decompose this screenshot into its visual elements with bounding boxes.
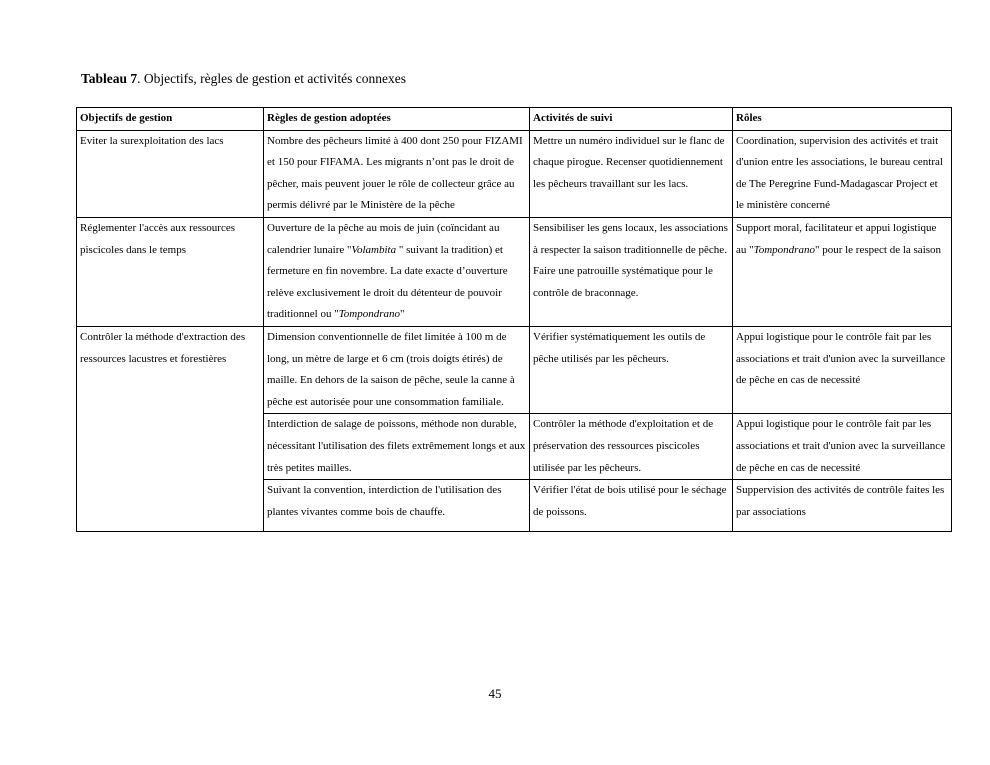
role-text-part: " pour le respect de la saison: [814, 243, 942, 256]
cell-rule: Suivant la convention, interdiction de l'utilisation des plantes vivantes comme bois de chauffe.: [264, 480, 530, 532]
rule-text-part: " suivant la tradition) et fermeture en fin novembre. La date exacte d’ouverture relève exclusivement le droit du détenteur de pouvoir traditionnel ou ": [267, 243, 508, 321]
cell-objective: Contrôler la méthode d'extraction des ressources lacustres et forestières: [77, 326, 264, 531]
header-activites: Activités de suivi: [530, 108, 733, 131]
rule-italic-term: Volambita: [351, 243, 397, 256]
rule-text-part: ": [400, 308, 405, 321]
cell-activity: Sensibiliser les gens locaux, les associations à respecter la saison traditionnelle de pêche. Faire une patrouille systématique pour le contrôle de braconnage.: [530, 217, 733, 326]
cell-role: Coordination, supervision des activités et trait d'union entre les associations, le bureau central de The Peregrine Fund-Madagascar Project et le ministère concerné: [733, 130, 952, 217]
page-number: 45: [488, 686, 502, 701]
cell-objective: Réglementer l'accès aux ressources piscicoles dans le temps: [77, 217, 264, 326]
table-header-row: [77, 108, 952, 131]
cell-role: Appui logistique pour le contrôle fait par les associations et trait d'union avec la surveillance de pêche en cas de necessité: [733, 414, 952, 480]
rule-italic-term: Tompondrano: [338, 308, 401, 321]
cell-objective: Eviter la surexploitation des lacs: [77, 130, 264, 217]
cell-activity: Vérifier systématiquement les outils de pêche utilisés par les pêcheurs.: [530, 326, 733, 413]
cell-activity: Contrôler la méthode d'exploitation et de préservation des ressources piscicoles utilisée par les pêcheurs.: [530, 414, 733, 480]
cell-rule: Nombre des pêcheurs limité à 400 dont 250 pour FIZAMI et 150 pour FIFAMA. Les migrants n’ont pas le droit de pêcher, mais peuvent jouer le rôle de collecteur grâce au permis délivré par le Ministère de la pêche: [264, 130, 530, 217]
rule-text-part: Ouverture de la pêche au mois de juin (coïncidant au calendrier lunaire ": [267, 221, 500, 256]
header-regles: Règles de gestion adoptées: [264, 108, 530, 131]
cell-rule: Interdiction de salage de poissons, méthode non durable, nécessitant l'utilisation des filets extrêmement longs et aux très petites mailles.: [264, 414, 530, 480]
header-objectifs: Objectifs de gestion: [77, 108, 264, 131]
table-row: [77, 217, 952, 326]
role-text-part: Support moral, facilitateur et appui logistique au ": [736, 221, 937, 256]
role-italic-term: Tompondrano: [753, 243, 815, 256]
table-caption-text: . Objectifs, règles de gestion et activités connexes: [137, 71, 406, 86]
table-row: [77, 130, 952, 217]
table-row: [77, 326, 952, 413]
cell-rule: [264, 217, 530, 326]
cell-role: Appui logistique pour le contrôle fait par les associations et trait d'union avec la surveillance de pêche en cas de necessité: [733, 326, 952, 413]
table-caption-label: Tableau 7: [81, 71, 138, 86]
management-table: [76, 107, 952, 532]
table-caption: [81, 71, 406, 87]
cell-role: [733, 217, 952, 326]
cell-activity: Mettre un numéro individuel sur le flanc de chaque pirogue. Recenser quotidiennement les pêcheurs travaillant sur les lacs.: [530, 130, 733, 217]
cell-activity: Vérifier l'état de bois utilisé pour le séchage de poissons.: [530, 480, 733, 532]
cell-rule: Dimension conventionnelle de filet limitée à 100 m de long, un mètre de large et 6 cm (trois doigts étirés) de maille. En dehors de la saison de pêche, seule la canne à pêche est autorisée pour une consommation familiale.: [264, 326, 530, 413]
cell-role: Suppervision des activités de contrôle faites les par associations: [733, 480, 952, 532]
header-roles: Rôles: [733, 108, 952, 131]
